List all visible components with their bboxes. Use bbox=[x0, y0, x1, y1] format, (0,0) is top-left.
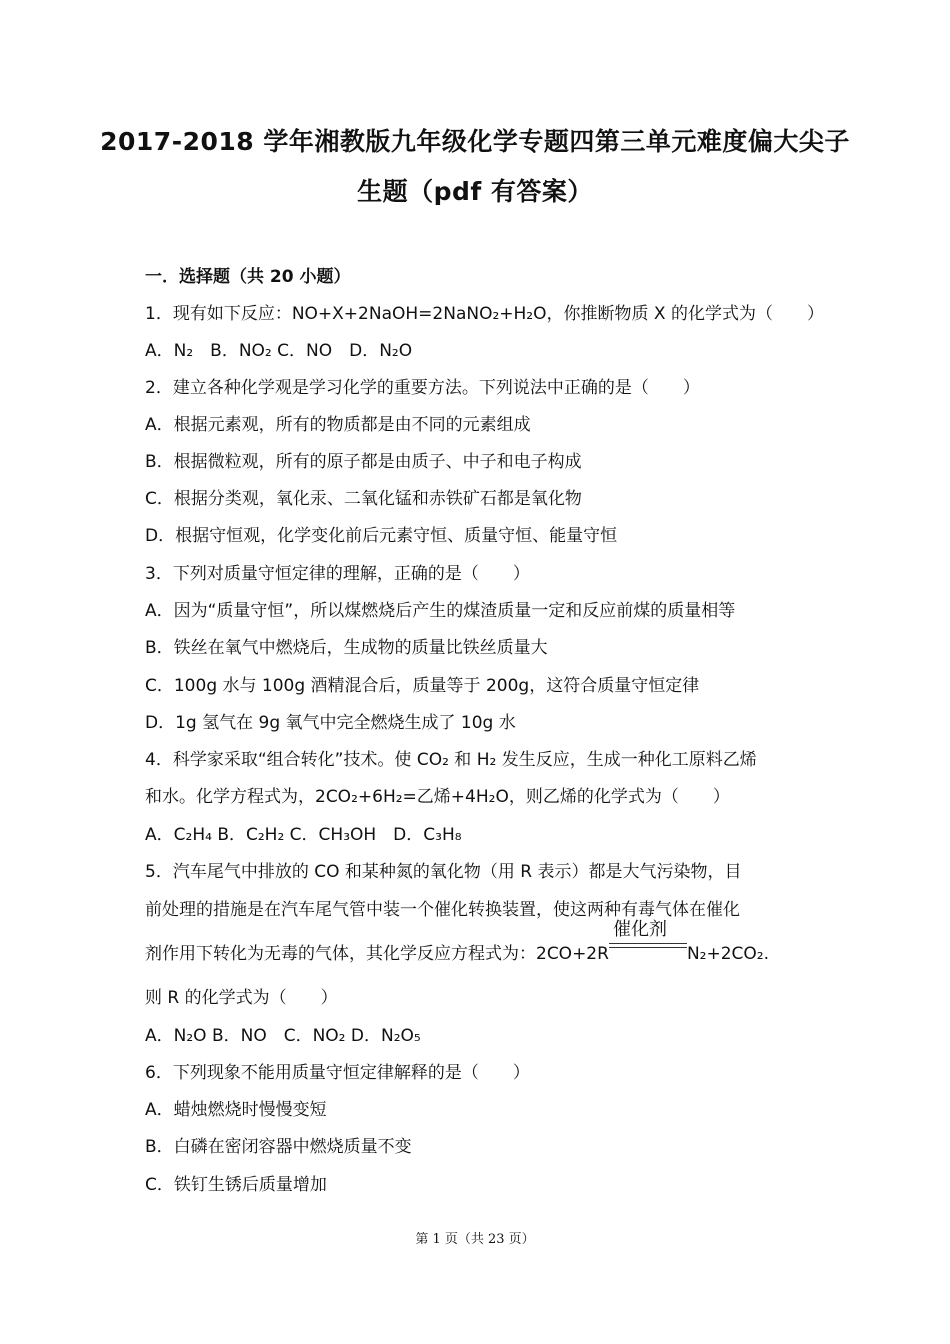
question-2-option-d: D．根据守恒观，化学变化前后元素守恒、质量守恒、能量守恒 bbox=[145, 526, 618, 546]
equation-products: N₂+2CO₂. bbox=[686, 944, 770, 964]
section-header: 一．选择题（共 20 小题） bbox=[145, 267, 351, 287]
question-2-option-c: C．根据分类观，氧化汞、二氧化锰和赤铁矿石都是氧化物 bbox=[145, 489, 582, 509]
question-2-option-a: A．根据元素观，所有的物质都是由不同的元素组成 bbox=[145, 415, 531, 435]
document-title-line-1: 2017-2018 学年湘教版九年级化学专题四第三单元难度偏大尖子 bbox=[100, 127, 850, 156]
question-5-options: A．N₂O B．NO C．NO₂ D．N₂O₅ bbox=[145, 1026, 421, 1046]
question-5-line-2: 前处理的措施是在汽车尾气管中装一个催化转换装置，使这两种有毒气体在催化 bbox=[145, 900, 740, 920]
question-2: 2．建立各种化学观是学习化学的重要方法。下列说法中正确的是（ ） bbox=[145, 378, 700, 398]
question-4-line-1: 4．科学家采取“组合转化”技术。使 CO₂ 和 H₂ 发生反应，生成一种化工原料乙烯 bbox=[145, 750, 757, 770]
question-5-line-1: 5．汽车尾气中排放的 CO 和某种氮的氧化物（用 R 表示）都是大气污染物，目 bbox=[145, 862, 742, 882]
question-4-line-2: 和水。化学方程式为，2CO₂+6H₂=乙烯+4H₂O，则乙烯的化学式为（ ） bbox=[145, 787, 730, 807]
question-3-option-a: A．因为“质量守恒”，所以煤燃烧后产生的煤渣质量一定和反应前煤的质量相等 bbox=[145, 601, 736, 621]
question-6-option-b: B．白磷在密闭容器中燃烧质量不变 bbox=[145, 1137, 412, 1157]
question-3: 3．下列对质量守恒定律的理解，正确的是（ ） bbox=[145, 564, 530, 584]
catalyst-arrow bbox=[609, 919, 687, 959]
question-4-options: A．C₂H₄ B．C₂H₂ C．CH₃OH D．C₃H₈ bbox=[145, 825, 462, 845]
question-3-option-c: C．100g 水与 100g 酒精混合后，质量等于 200g，这符合质量守恒定律 bbox=[145, 676, 700, 696]
question-3-option-b: B．铁丝在氧气中燃烧后，生成物的质量比铁丝质量大 bbox=[145, 638, 548, 658]
question-5-line-3 bbox=[145, 919, 770, 964]
question-5-line-4: 则 R 的化学式为（ ） bbox=[145, 988, 338, 1008]
question-6-option-c: C．铁钉生锈后质量增加 bbox=[145, 1175, 327, 1195]
equals-bar-top bbox=[609, 943, 687, 944]
question-3-option-d: D．1g 氢气在 9g 氧气中完全燃烧生成了 10g 水 bbox=[145, 713, 516, 733]
question-6: 6．下列现象不能用质量守恒定律解释的是（ ） bbox=[145, 1063, 530, 1083]
page-footer: 第 1 页（共 23 页） bbox=[415, 1232, 535, 1247]
catalyst-label: 催化剂 bbox=[612, 919, 667, 940]
equation-reactants: 剂作用下转化为无毒的气体，其化学反应方程式为：2CO+2R bbox=[145, 944, 609, 964]
question-1: 1．现有如下反应：NO+X+2NaOH=2NaNO₂+H₂O，你推断物质 X 的化学式为（ ） bbox=[145, 304, 824, 324]
question-1-options: A．N₂ B．NO₂ C．NO D．N₂O bbox=[145, 341, 413, 361]
question-2-option-b: B．根据微粒观，所有的原子都是由质子、中子和电子构成 bbox=[145, 452, 582, 472]
document-title-line-2: 生题（pdf 有答案） bbox=[357, 177, 593, 206]
equals-bar-bottom bbox=[609, 947, 687, 948]
question-6-option-a: A．蜡烛燃烧时慢慢变短 bbox=[145, 1100, 327, 1120]
